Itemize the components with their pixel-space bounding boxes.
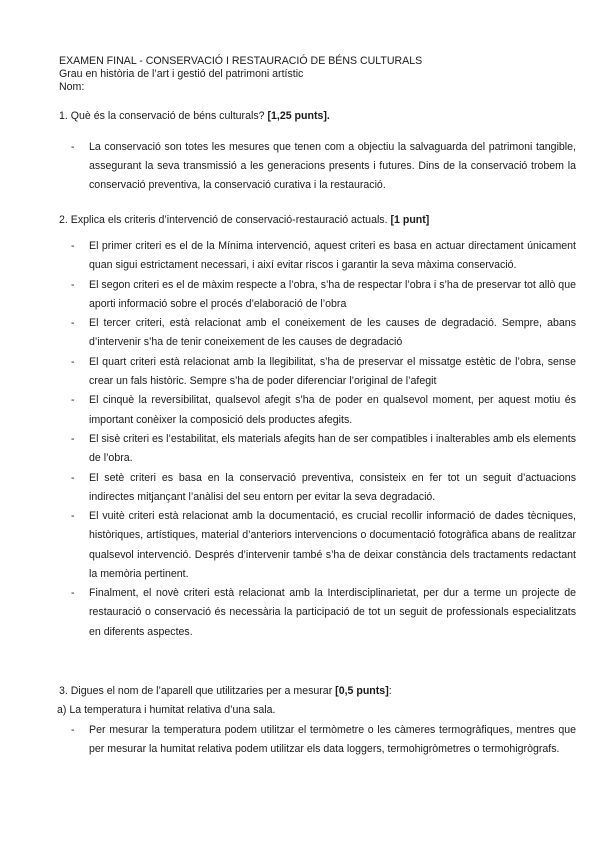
list-item: - Finalment, el novè criteri està relacionat amb la Interdisciplinarietat, per dur a terme un projecte de restauració o conservació és necessària la participació de tot un seguit de professionals especialitzats en diferents aspectes. [59,584,576,642]
name-label: Nom: [59,81,85,93]
list-item: - El tercer criteri, està relacionat amb el coneixement de les causes de degradació. Sempre, abans d’intervenir s’ha de tenir coneixement de les causes de degradació [59,314,576,352]
list-item: - El sisè criteri es l’estabilitat, els materials afegits han de ser compatibles i inalterables amb els elements de l’obra. [59,430,576,468]
question-1-text: 1. Què és la conservació de béns culturals? [59,110,268,122]
question-3-sub-a: a) La temperatura i humitat relativa d’una sala. [57,704,276,716]
bullet-dash: - [71,240,75,252]
question-3 [59,685,392,697]
bullet-dash: - [71,510,75,523]
bullet-dash: - [71,587,75,600]
answer-list-3 [59,721,576,760]
bullet-dash: - [71,471,75,484]
question-3-trail: : [388,685,392,697]
question-2-text: 2. Explica els criteris d’intervenció de conservació-restauració actuals. [59,214,391,226]
question-3-points: [0,5 punts] [335,685,389,697]
answer-list-2 [59,237,576,642]
list-item: - El quart criteri està relacionat amb la llegibilitat, s’ha de preservar el missatge estètic de l’obra, sense crear un fals històric. Sempre s’ha de poder diferenciar l’original de l’afegit [59,353,576,391]
list-item: - El cinquè la reversibilitat, qualsevol afegit s’ha de poder en qualsevol moment, per aquest motiu és important conèixer la composició dels productes afegits. [59,391,576,429]
bullet-dash: - [71,278,75,291]
list-item: - El setè criteri es basa en la conservació preventiva, consisteix en fer tot un seguit d’actuacions indirectes mitjançant l’anàlisi del seu entorn per evitar la seva degradació. [59,469,576,507]
question-2 [59,214,429,226]
answer-list-1 [59,138,576,196]
list-item: - El primer criteri es el de la Mínima intervenció, aquest criteri es basa en actuar directament únicament quan sigui estrictament necessari, i així evitar riscos i garantir la seva màxima conservació. [59,237,576,275]
bullet-dash: - [71,724,75,736]
bullet-dash: - [71,355,75,368]
question-2-points: [1 punt] [390,214,430,226]
exam-subtitle: Grau en història de l’art i gestió del patrimoni artístic [59,68,304,80]
list-item: - La conservació son totes les mesures que tenen com a objectiu la salvaguarda del patrimoni tangible, assegurant la seva transmissió a les generacions presents i futures. Dins de la conservació trobem la conservació preventiva, la conservació curativa i la restauració. [59,138,576,196]
list-item: - El vuitè criteri està relacionat amb la documentació, es crucial recollir informació de dades tècniques, històriques, artístiques, material d’anteriors intervencions o documentació fotogràfica abans de realitzar qualsevol intervenció. Després d’intervenir també s’ha de deixar constància dels tractaments redactant la memòria pertinent. [59,507,576,584]
question-1 [59,110,330,122]
bullet-dash: - [71,141,75,153]
bullet-dash: - [71,394,75,407]
question-1-points: [1,25 punts]. [267,110,330,122]
list-item: - El segon criteri es el de màxim respecte a l’obra, s’ha de respectar l’obra i s’ha de preservar tot allò que aporti informació sobre el procés d’elaboració de l’obra [59,276,576,314]
bullet-dash: - [71,317,75,330]
exam-title: EXAMEN FINAL - CONSERVACIÓ I RESTAURACIÓ DE BÉNS CULTURALS [59,55,423,67]
exam-header [59,55,422,94]
list-item: - Per mesurar la temperatura podem utilitzar el termòmetre o les càmeres termogràfiques, mentres que per mesurar la humitat relativa podem utilitzar els data loggers, termohigròmetres o termohigrògrafs. [59,721,576,759]
question-3-text: 3. Digues el nom de l’aparell que utilitzaries per a mesurar [59,685,336,697]
bullet-dash: - [71,432,75,445]
